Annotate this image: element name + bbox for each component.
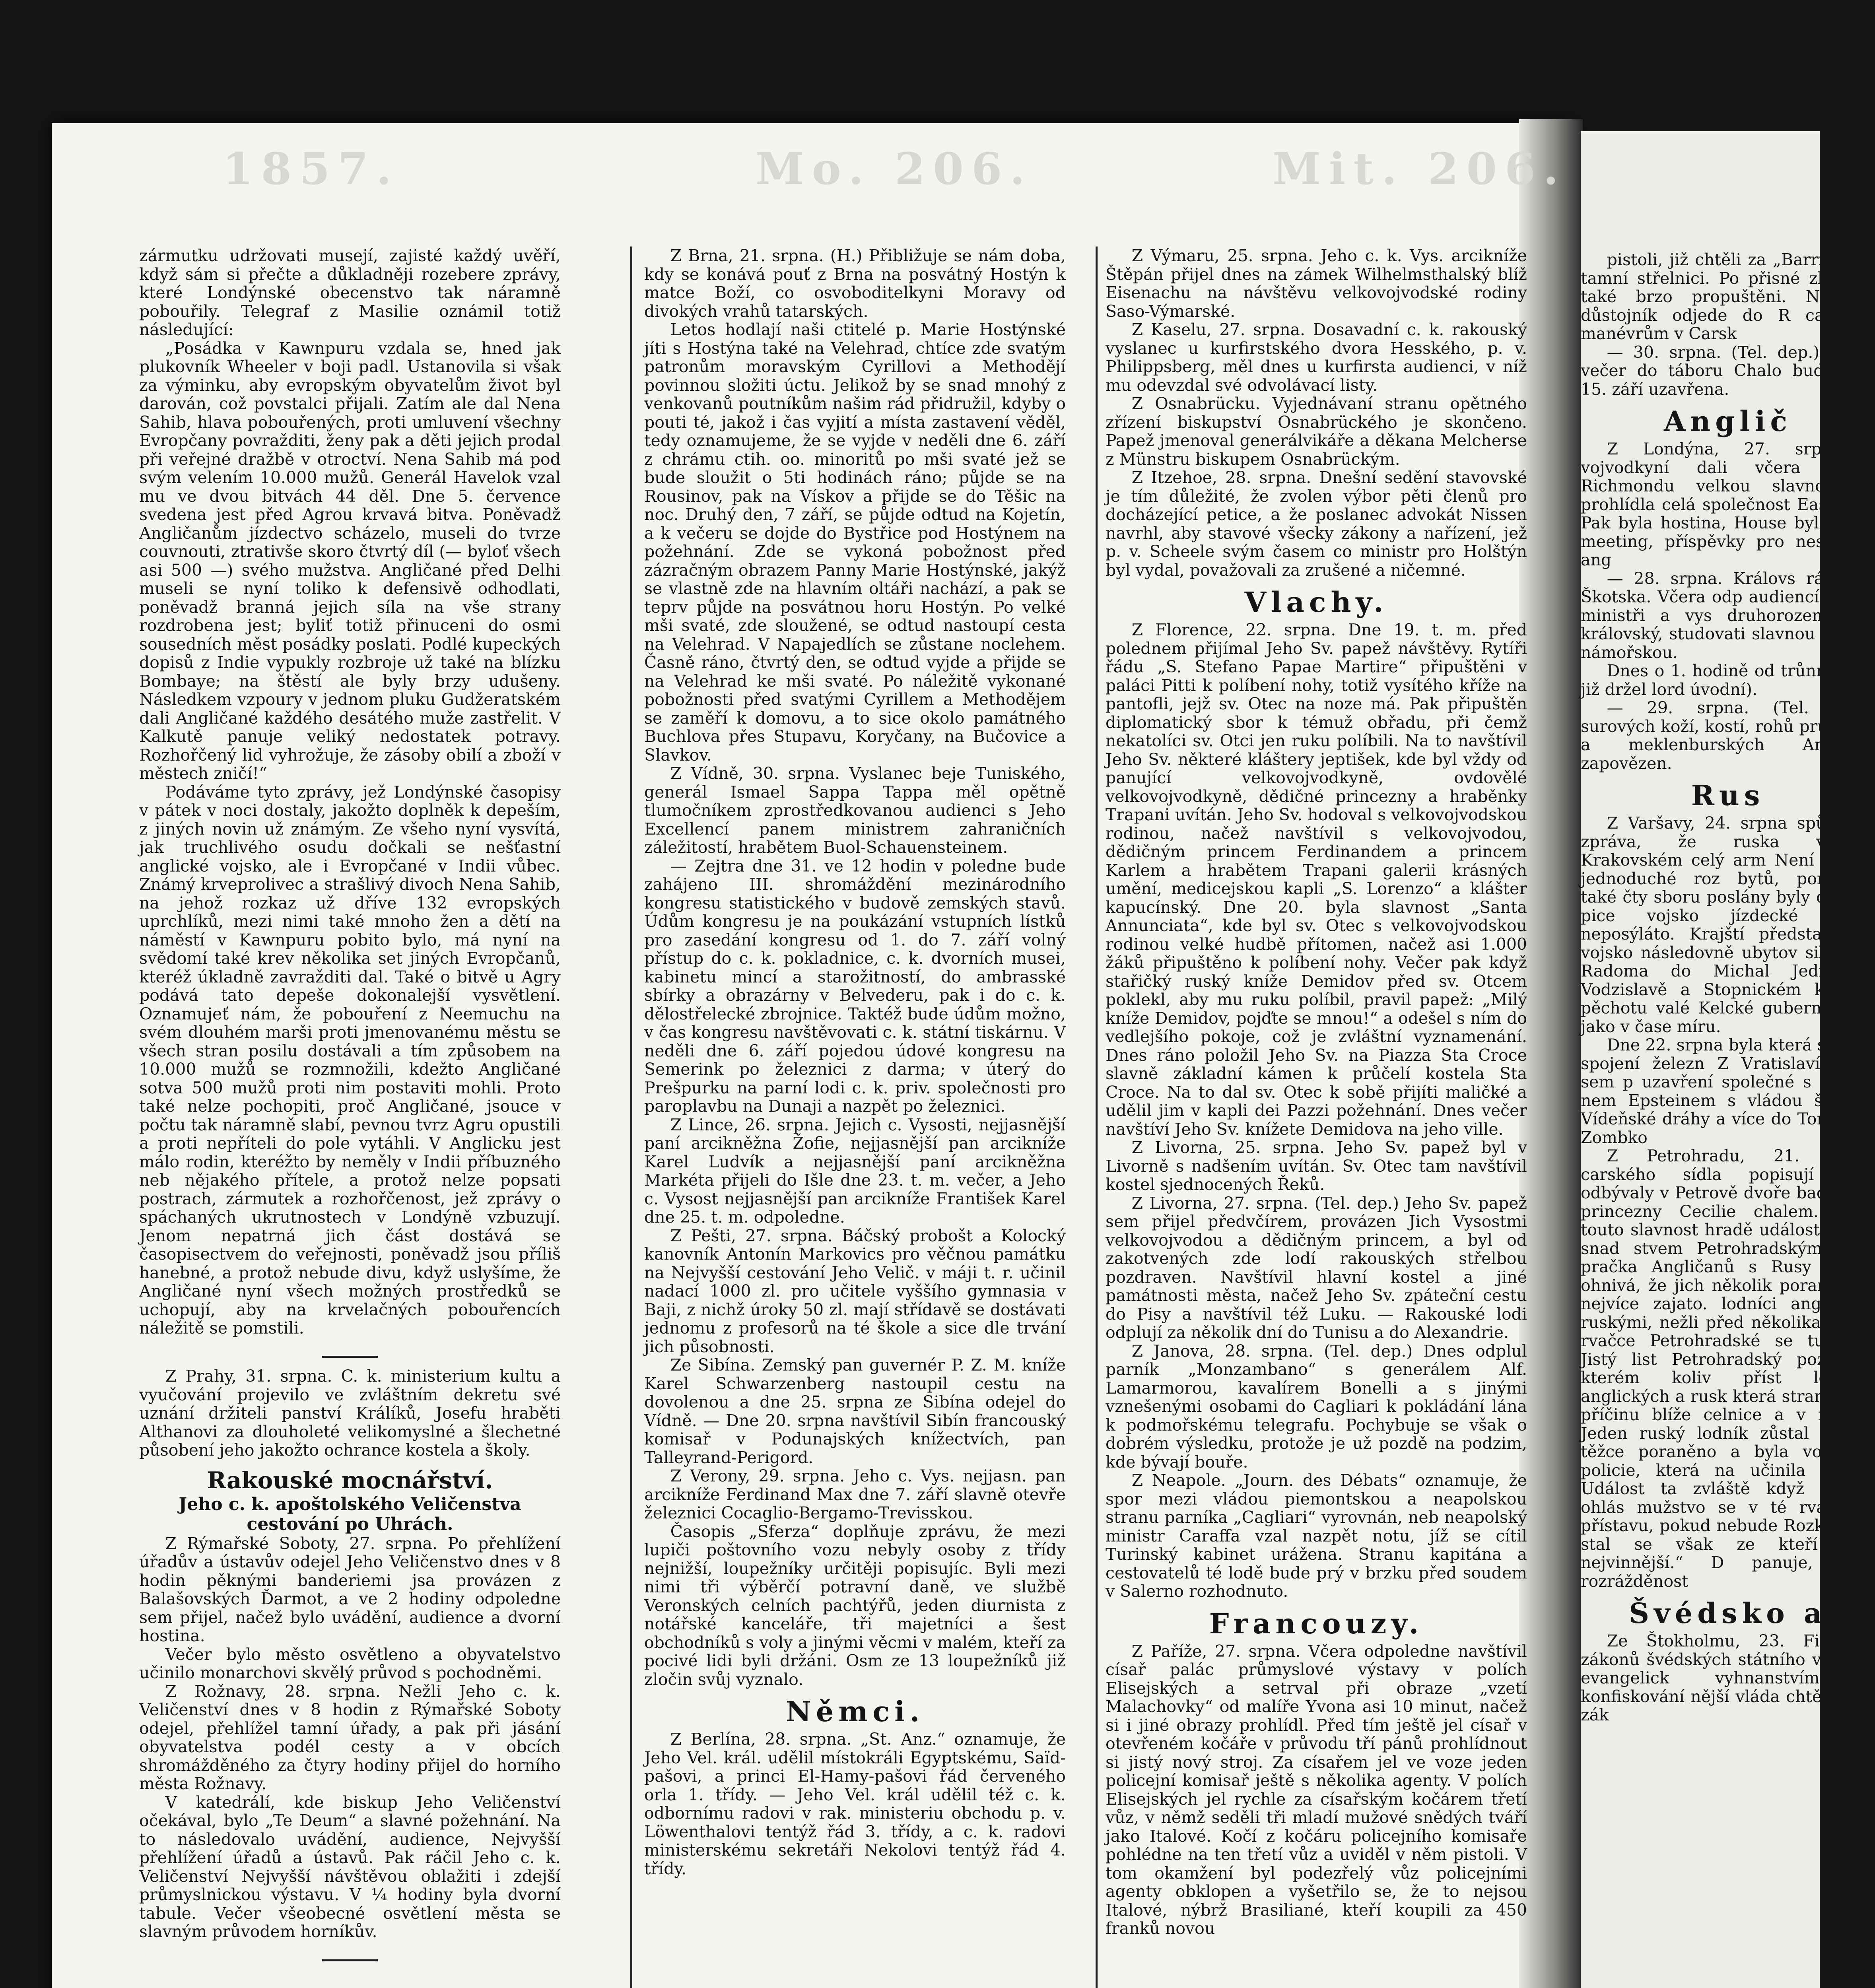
separator <box>139 1947 561 1965</box>
section-heading: Rakouské mocnářství. <box>207 1466 493 1494</box>
show-through-header: 1857. <box>223 143 400 194</box>
paragraph: Z Kaselu, 27. srpna. Dosavadní c. k. rakouský vyslanec u kurfirstského dvora Hesského, p. v. Philippsberg, měl dnes u kurfirsta audienci, v níž mu odevzdal své odvolávací listy. <box>1106 320 1527 395</box>
paragraph: V katedrálí, kde biskup Jeho Veličenství očekával, bylo „Te Deum“ a slavné požehnání. Na to následovalo uvádění, audience, Nejvyšší přehlížení úřadů a ústavů. Pak ráčil Jeho c. k. Veličenství Nejvyšší návštěvou oblažiti i zdejší průmyslnickou výstavu. V ¼ hodiny byla dvorní tabule. Večer všeobecné osvětlení města se slavným průvodem horníkův. <box>139 1792 561 1941</box>
paragraph: Časopis „Sferza“ doplňuje zprávu, že mezi lupiči poštovního vozu nebyly osoby z třídy nejnižší, loupežníky určitěji popisujíc. Byli mezi nimi tři výběrčí potravní daně, ve službě Veronských celních pachtýřů, jeden diurnista z notářské kanceláře, tři majetníci a šest obchodníků s voly a jinými věcmi v malém, kteří za pocivé lidi byli držáni. Osm ze 13 loupežníků již zločin svůj vyznalo. <box>644 1522 1066 1689</box>
paragraph: „Posádka v Kawnpuru vzdala se, hned jak plukovník Wheeler v boji padl. Ustanovila si však za výminku, aby evropským obyvatelům život byl darován, což povstalci přijali. Zatím ale dal Nena Sahib, hlava pobouřených, proti umluvení všechny Evropčany povražditi, ženy pak a děti jejich prodal při veřejné dražbě v otroctví. Nena Sahib má pod svým velením 10.000 mužů. Generál Havelok vzal mu ve dvou bitvách 44 děl. Dne 5. července svedena jest před Agrou krvavá bitva. Poněvadž Angličanům jízdectvo scházelo, museli do tvrze couvnouti, ztrativše skoro čtvrtý díl (— byloť všech asi 500 —) svého mužstva. Angličané před Delhi museli se nyní toliko k defensivě odhodlati, poněvadž branná jejich síla na vše strany rozdrobena jest; byliť totiž přinuceni do osmi sousedních měst posádky poslati. Podlé kupeckých dopisů z Indie vypukly rozbroje už také na blízku Bombaye; na štěstí ale byly brzy udušeny. Následkem vzpoury v jednom pluku Gudžeratském dali Angličané každého desátého muže zastřelit. V Kalkutě panuje veliký nedostatek potravy. Rozhořčený lid vyhrožuje, že zásoby obilí a zboží v městech zničí!“ <box>139 338 561 783</box>
paragraph: Dne 22. srpna byla která se týče spojení železn Z Vratislaví přišli sem p uzavření společné s Varšav nem Epsteinem s vládou šavsko-Vídeňské dráhy a více do Toruň, ze Zombko <box>1581 1035 1875 1147</box>
paragraph: Z Vídně, 30. srpna. Vyslanec beje Tuniského, generál Ismael Sappa Tappa měl opětně tlumočníkem zprostředkovanou audienci s Jeho Excellencí panem ministrem zahraničních záležitostí, hrabětem Buol-Schauensteinem. <box>644 764 1066 857</box>
show-through-header: Mit. 206. <box>1273 143 1566 194</box>
paragraph: Z Verony, 29. srpna. Jeho c. Vys. nejjasn. pan arcikníže Ferdinand Max dne 7. září slavně otevře železnici Cocaglio-Bergamo-Trevisskou. <box>644 1466 1066 1522</box>
column-1 <box>139 247 561 1971</box>
paragraph: Z Livorna, 27. srpna. (Tel. dep.) Jeho Sv. papež sem přijel předvčírem, provázen Jich Vysostmi velkovojvodou a dědičným princem, a byl od zakotvených zde lodí rakouských střelbou pozdraven. Navštívil hlavní kostel a jiné památnosti města, načež Jeho Sv. zpáteční cestu do Pisy a navštívil též Luku. — Rakouské lodi odplují za několik dní do Tunisu a do Alexandrie. <box>1106 1193 1527 1342</box>
paragraph: Z Prahy, 31. srpna. C. k. ministerium kultu a vyučování projevilo ve zvláštním dekretu své uznání držiteli panství Králíků, Josefu hraběti Althanovi za dlouholeté velikomyslné a šlechetné působení jeho jakožto ochrance kostela a školy. <box>139 1367 561 1460</box>
section-heading: Anglič <box>1664 405 1792 438</box>
paragraph: Z Výmaru, 25. srpna. Jeho c. k. Vys. arcikníže Štěpán přijel dnes na zámek Wilhelmsthalský blíž Eisenachu na návštěvu velkovojvodské rodiny Saso-Výmarské. <box>1106 246 1527 321</box>
paragraph: Ze Štokholmu, 23. Fisských zákonů švédských státního vyznání evangelick vyhnanstvím a konfiskování nější vláda chtěla tyto zák <box>1581 1631 1875 1724</box>
paragraph: Večer bylo město osvětleno a obyvatelstvo učinilo monarchovi skvělý průvod s pochodněmi. <box>139 1644 561 1682</box>
paragraph: Podáváme tyto zprávy, jež Londýnské časopisy v pátek v noci dostaly, jakožto doplněk k depeším, z jiných novin už známým. Ze všeho nyní vysvítá, jak truchlivého osudu dočkali se nešťastní anglické vojsko, ale i Evropčané v Indii vůbec. Známý krveprolivec a strašlivý divoch Nena Sahib, na jehož rozkaz už dříve 132 evropských uprchlíků, mezi nimi také mnoho žen a dětí na náměstí v Kawnpuru pobito bylo, má nyní na svědomí také krev několika set jiných Evropčanů, kteréž úkladně zavražditi dal. Také o bitvě u Agry podává tato depeše dokonalejší vysvětlení. Oznamujeť nám, že pobouření z Neemuchu na svém dlouhém marši proti jmenovanému městu se všech stran posilu dostávali a tím způsobem na 10.000 mužů se rozmnožili, kdežto Angličané sotva 500 mužů proti nim postaviti mohli. Proto také nelze pochopiti, proč Angličané, jsouce v počtu tak náramně slabí, pevnou tvrz Agru opustili a proti nepříteli do pole vytáhli. V Anglicku jest málo rodin, kteréžto by neměly v Indii příbuzného neb nějakého přítele, a protož nelze popsati postrach, zármutek a rozhořčenost, jež zprávy o spáchaných ukrutnostech v Londýně vzbuzují. Jenom nepatrná jich část dostává se časopisectvem do veřejnosti, poněvadž jsou příliš hanebné, a protož nebude divu, když uslyšíme, že Angličané nyní všech možných prostředků se uchopují, aby na krvelačných pobouřencích náležitě se pomstili. <box>139 782 561 1338</box>
paragraph: Z Livorna, 25. srpna. Jeho Sv. papež byl v Livorně s nadšením uvítán. Sv. Otec tam navštívil kostel sjednocených Řeků. <box>1106 1138 1527 1194</box>
section-heading: Švédsko a <box>1629 1597 1827 1630</box>
paragraph: Z Janova, 28. srpna. (Tel. dep.) Dnes odplul parník „Monzambano“ s generálem Alf. Lamarmorou, kavalírem Bonelli a s jinými vznešenými osobami do Cagliari k pokládání lána k podmořskému telegrafu. Pochybuje se však o dobrém výsledku, protože je už pozdě na podzim, kde bývají bouře. <box>1106 1341 1527 1472</box>
paragraph: Z Varšavy, 24. srpna spůsobila zpráva, že ruska vodství Krakovském celý arm Není prý to jednoduché roz bytů, poněvadž také čty sboru poslány byly do kraj pice vojsko jízdecké nikdy neposýláto. Krajští představ aby vojsko následovně ubytov silnice z Radoma do Michal Jedřejova, Vodzislavě a Stopnickém kraji a pěchotu valé Kelcké gubernie. Nu jako v čase míru. <box>1581 813 1875 1036</box>
column-rule <box>1096 247 1098 1988</box>
paragraph: Z Paříže, 27. srpna. Včera odpoledne navštívil císař palác průmyslové výstavy v polích Elisejských a setrval při obraze „vzetí Malachovky“ od malíře Yvona asi 10 minut, načež si i jiné obrazy prohlídl. Před tím ještě jel císař v otevřeném kočáře v průvodu tří pánů prohlídnout si jistý nový stroj. Za císařem jel ve voze jeden policejní komisař ještě s několika agenty. V polích Elisejských jel rychle za císařským kočárem třetí vůz, v němž seděli tři mladí mužové snědých tváří jako Italové. Kočí z kočáru policejního komisaře pohlédne na ten třetí vůz a uviděl v něm pistoli. V tom okamžení byl podezřelý vůz policejními agenty obklopen a vyšetřilo se, že to nejsou Italové, nýbrž Brasiliané, kteří koupili za 450 franků novou <box>1106 1641 1527 1938</box>
paragraph: — 28. srpna. Královs ráno do Škotska. Včera odp audiencí mnozí ministři a vys druhorozený syn královský, studovati slavnou službu námořskou. <box>1581 569 1875 662</box>
paragraph: zármutku udržovati musejí, zajisté každý uvěří, když sám si přečte a důkladněji rozebere zprávy, které Londýnské obecenstvo tak náramně pobouřily. Telegraf z Masilie oznámil totiž následující: <box>139 246 561 339</box>
page-gutter <box>1519 119 1583 1988</box>
separator <box>139 1343 561 1362</box>
paragraph: Z Brna, 21. srpna. (H.) Přibližuje se nám doba, kdy se konává pouť z Brna na posvátný Hostýn k matce Boží, co osvoboditelkyni Moravy od divokých vrahů tatarských. <box>644 246 1066 321</box>
paragraph: — Zejtra dne 31. ve 12 hodin v poledne bude zahájeno III. shromáždění mezinárodního kongresu statistického v budově zemských stavů. Údům kongresu je na poukázání vstupních lístků pro zasedání kongresu od 1. do 7. září volný přístup do c. k. pokladnice, c. k. dvorních musei, kabinetu mincí a starožitností, do ambrasské sbírky a obrazárny v Belvederu, pak i do c. k. dělostřelecké zbrojnice. Taktéž bude údům možno, v čas kongresu navštěvovati c. k. státní tiskárnu. V neděli dne 6. září pojedou údové kongresu na Semerink po železnici z darma; v úterý do Prešpurku na parní lodi c. k. priv. společnosti pro paroplavbu na Dunaji a nazpět po železnici. <box>644 856 1066 1116</box>
paragraph: Z Rýmařské Soboty, 27. srpna. Po přehlížení úřadův a ústavův odejel Jeho Veličenstvo dnes v 8 hodin pěknými banderiemi jsa provázen z Balašovských Ďarmot, a ve 2 hodiny odpoledne sem přijel, načež bylo uvádění, audience a dvorní hostina. <box>139 1534 561 1645</box>
paragraph: Z Neapole. „Journ. des Débats“ oznamuje, že spor mezi vládou piemontskou a neapolskou stranu parníka „Cagliari“ vyrovnán, neb neapolský ministr Caraffa vzal nazpět notu, jíž se cítil Turinský kabinet urážena. Stranu kapitána a cestovatelů té lodě bude prý v brzku před soudem v Salerno rozhodnuto. <box>1106 1471 1527 1601</box>
paragraph: Z Osnabrücku. Vyjednávaní stranu opětného zřízení biskupství Osnabrückého je skončeno. Papež jmenoval generálvikáře a děkana Melcherse z Münstru biskupem Osnabrückým. <box>1106 394 1527 469</box>
paragraph: Z Pešti, 27. srpna. Báčský probošt a Kolocký kanovník Antonín Markovics pro věčnou památku na Nejvyšší cestování Jeho Velič. v máji t. r. učinil nadací 1000 zl. pro učitele vyššího gymnasia v Baji, z nichž úroky 50 zl. mají střídavě se dostávati jednomu z profesorů na té škole a sice dle trvání jich působnosti. <box>644 1226 1066 1356</box>
paragraph: Letos hodlají naši ctitelé p. Marie Hostýnské jíti s Hostýna také na Velehrad, chtíce zde svatým patronům moravským Cyrillovi a Methodějí povinnou složiti úctu. Jelikož by se snad mnohý z venkovanů poutníkům našim rád přidružil, kdyby o pouti té, jakož i čas vyjití a místa zastavení věděl, tedy oznamujeme, že se vyjde v neděli dne 6. září z chrámu ctih. oo. minoritů po mši svaté jež se bude sloužit o 5ti hodinách ráno; půjde se na Rousinov, pak na Vískov a přijde se do Těšic na noc. Druhý den, 7 září, se půjde odtud na Kojetín, a k večeru se dojde do Bystřice pod Hostýnem na požehnání. Zde se vykoná pobožnost před zázračným obrazem Panny Marie Hostýnské, jakýž se vlastně zde na hlavním oltáři nachází, a pak se teprv půjde na posvátnou horu Hostýn. Po velké mši svaté, zde sloužené, se odtud nastoupí cesta na Velehrad. V Napajedlích se zůstane noclehem. Časně ráno, čtvrtý den, se odtud vyjde a přijde se na Velehrad ke mši svaté. Po náležitě vykonané pobožnosti před svatými Cyrillem a Methodějem se zaměří k domovu, a to sice okolo památného Buchlova přes Stupavu, Koryčany, na Bučovice a Slavkov. <box>644 320 1066 765</box>
paragraph: Z Rožnavy, 28. srpna. Nežli Jeho c. k. Veličenství dnes v 8 hodin z Rýmařské Soboty odejel, přehlížel tamní úřady, a pak při jásání obyvatelstva podél cesty a v obcích shromážděného za čtyry hodiny přijel do horního města Rožnavy. <box>139 1681 561 1793</box>
column-3 <box>1106 247 1527 1938</box>
paragraph: — 30. srpna. (Tel. dep.) včera večer do táboru Chalo bude dne 15. září uzavřena. <box>1581 342 1875 399</box>
column-4 <box>1581 250 1875 1724</box>
paragraph: — 29. srpna. (Tel. dep.) surových koží, kostí, rohů pruských a meklenburských Angličan zapovězen. <box>1581 698 1875 773</box>
paragraph: Z Berlína, 28. srpna. „St. Anz.“ oznamuje, že Jeho Vel. král. udělil místokráli Egyptskému, Saïd-pašovi, a princi El-Hamy-pašovi řád červeného orla 1. třídy. — Jeho Vel. král udělil též c. k. odbornímu radovi v rak. ministeriu obchodu p. v. Löwenthalovi tentýž řád 3. třídy, a c. k. radovi ministerskému sekretáři Nekolovi tentýž řád 4. třídy. <box>644 1730 1066 1878</box>
section-heading: Rus <box>1691 779 1765 812</box>
paragraph: Dnes o 1. hodině od trůnní řeči, již držel lord úvodní). <box>1581 661 1875 699</box>
show-through-header: Mo. 206. <box>756 143 1033 194</box>
paragraph: Z Lince, 26. srpna. Jejich c. Vysosti, nejjasnější paní arcikněžna Žofie, nejjasnější pan arcikníže Karel Ludvík a nejjasnější paní arcikněžna Markéta přijeli do Išle dne 23. t. m. večer, a Jeho c. Vysost nejjasnější pan arcikníže František Karel dne 25. t. m. odpoledne. <box>644 1115 1066 1227</box>
paragraph: Ze Sibína. Zemský pan guvernér P. Z. M. kníže Karel Schwarzenberg nastoupil cestu na dovolenou a dne 25. srpna ze Sibína odejel do Vídně. — Dne 20. srpna navštívil Sibín francouský komisař v Podunajských knížectvích, pan Talleyrand-Perigord. <box>644 1355 1066 1467</box>
section-heading: Francouzy. <box>1209 1607 1424 1640</box>
paragraph: pistoli, již chtěli za „Barrière“ v tamní střelnici. Po přisné zkoušce také brzo propuštěni. Nejvyšší důstojník odjede do R carským manévrům v Carsk <box>1581 250 1875 343</box>
section-heading: Vlachy. <box>1244 586 1388 619</box>
paragraph: Z Londýna, 27. srpna s vojvodkyní dali včera k v Richmondu velkou slavnost si prohlídla celá společnost Eastern.“ Pak byla hostina, House byl veliký meeting, příspěvky pro nesfastné ang <box>1581 439 1875 569</box>
column-2 <box>644 247 1066 1878</box>
column-rule <box>630 247 632 1988</box>
paragraph: Z Itzehoe, 28. srpna. Dnešní sedění stavovské je tím důležité, že zvolen výbor pěti členů pro docházející petice, a že poslanec advokát Nissen navrhl, aby stavové všecky zákony a nařízení, jež p. v. Scheele svým časem co ministr pro Holštýn byl vydal, považovali za zrušené a ničemné. <box>1106 468 1527 580</box>
paragraph: Z Florence, 22. srpna. Dne 19. t. m. před polednem přijímal Jeho Sv. papež návštěvy. Rytíři řádu „S. Stefano Papae Martire“ připuštěni v paláci Pitti k políbení nohy, totiž vysítého kříže na pantofli, jejž sv. Otec na noze má. Pak připuštěn diplomatický sbor k témuž obřadu, při čemž nekatolíci sv. Otci jen ruku políbili. Na to navštívil Jeho Sv. některé kláštery jeptišek, kde byl vždy od panující velkovojvodkyně, ovdovělé velkovojvodkyně, dědičné princezny a hraběnky Trapani uvítán. Jeho Sv. hodoval s velkovojvodskou rodinou, načež navštívil s velkovojvodou, dědičným princem Ferdinandem a princem Karlem a hrabětem Trapani galerii krásných umění, medicejskou kapli „S. Lorenzo“ a klášter kapucínský. Dne 20. byla slavnost „Santa Annunciata“, kde byl sv. Otec s velkovojvodskou rodinou velké hudbě přítomen, načež asi 1.000 žáků připuštěno k políbení nohy. Večer pak když stařičký ruský kníže Demidov před sv. Otcem poklekl, aby mu ruku políbil, pravil papež: „Milý kníže Demidov, pojďte se mnou!“ a odešel s ním do vedlejšího pokoje, což je zvláštní vyznamenání. Dnes ráno položil Jeho Sv. na Piazza Sta Croce slavně základní kámen k průčelí kostela Sta Croce. Na to dal sv. Otec k sobě přijíti maličké a udělil jim v kapli dei Pazzi požehnání. Dnes večer navštíví Jeho Sv. knížete Demidova na jeho ville. <box>1106 620 1527 1139</box>
section-heading: Němci. <box>785 1695 925 1728</box>
facing-page <box>1581 131 1875 1988</box>
paragraph: Z Petrohradu, 21. srpna carského sídla popisují obši odbývaly v Petrově dvoře badenské princezny Cecilie chalem. Před touto slavnost hradě událost, která snad stvem Petrohradským větší pračka Angličanů s Rusy v tak ohnivá, že jich několik poraněno a nejvíce zajato. lodníci angličtí s ruskými, nežli před několika lety v rvačce Petrohradské se tu lodí. Jistý list Petrohradský poznal v kterém koliv příst lodníků anglických a rusk která strana dala příčinu blíže celnice a v níž bo Jeden ruský lodník zůstal n tam těžce poraněno a byla vojenská policie, která na učinila konec. Událost ta zvláště když policie ohlás mužstvo se v té rvačce z přístavu, pokud nebude Rozkaz ten stal se však ze kteří jsou nejvinnější.“ D panuje, jaká rozrážděnost <box>1581 1146 1875 1591</box>
section-subheading: Jeho c. k. apoštolského Veličenstva cestování po Uhrách. <box>179 1494 521 1534</box>
